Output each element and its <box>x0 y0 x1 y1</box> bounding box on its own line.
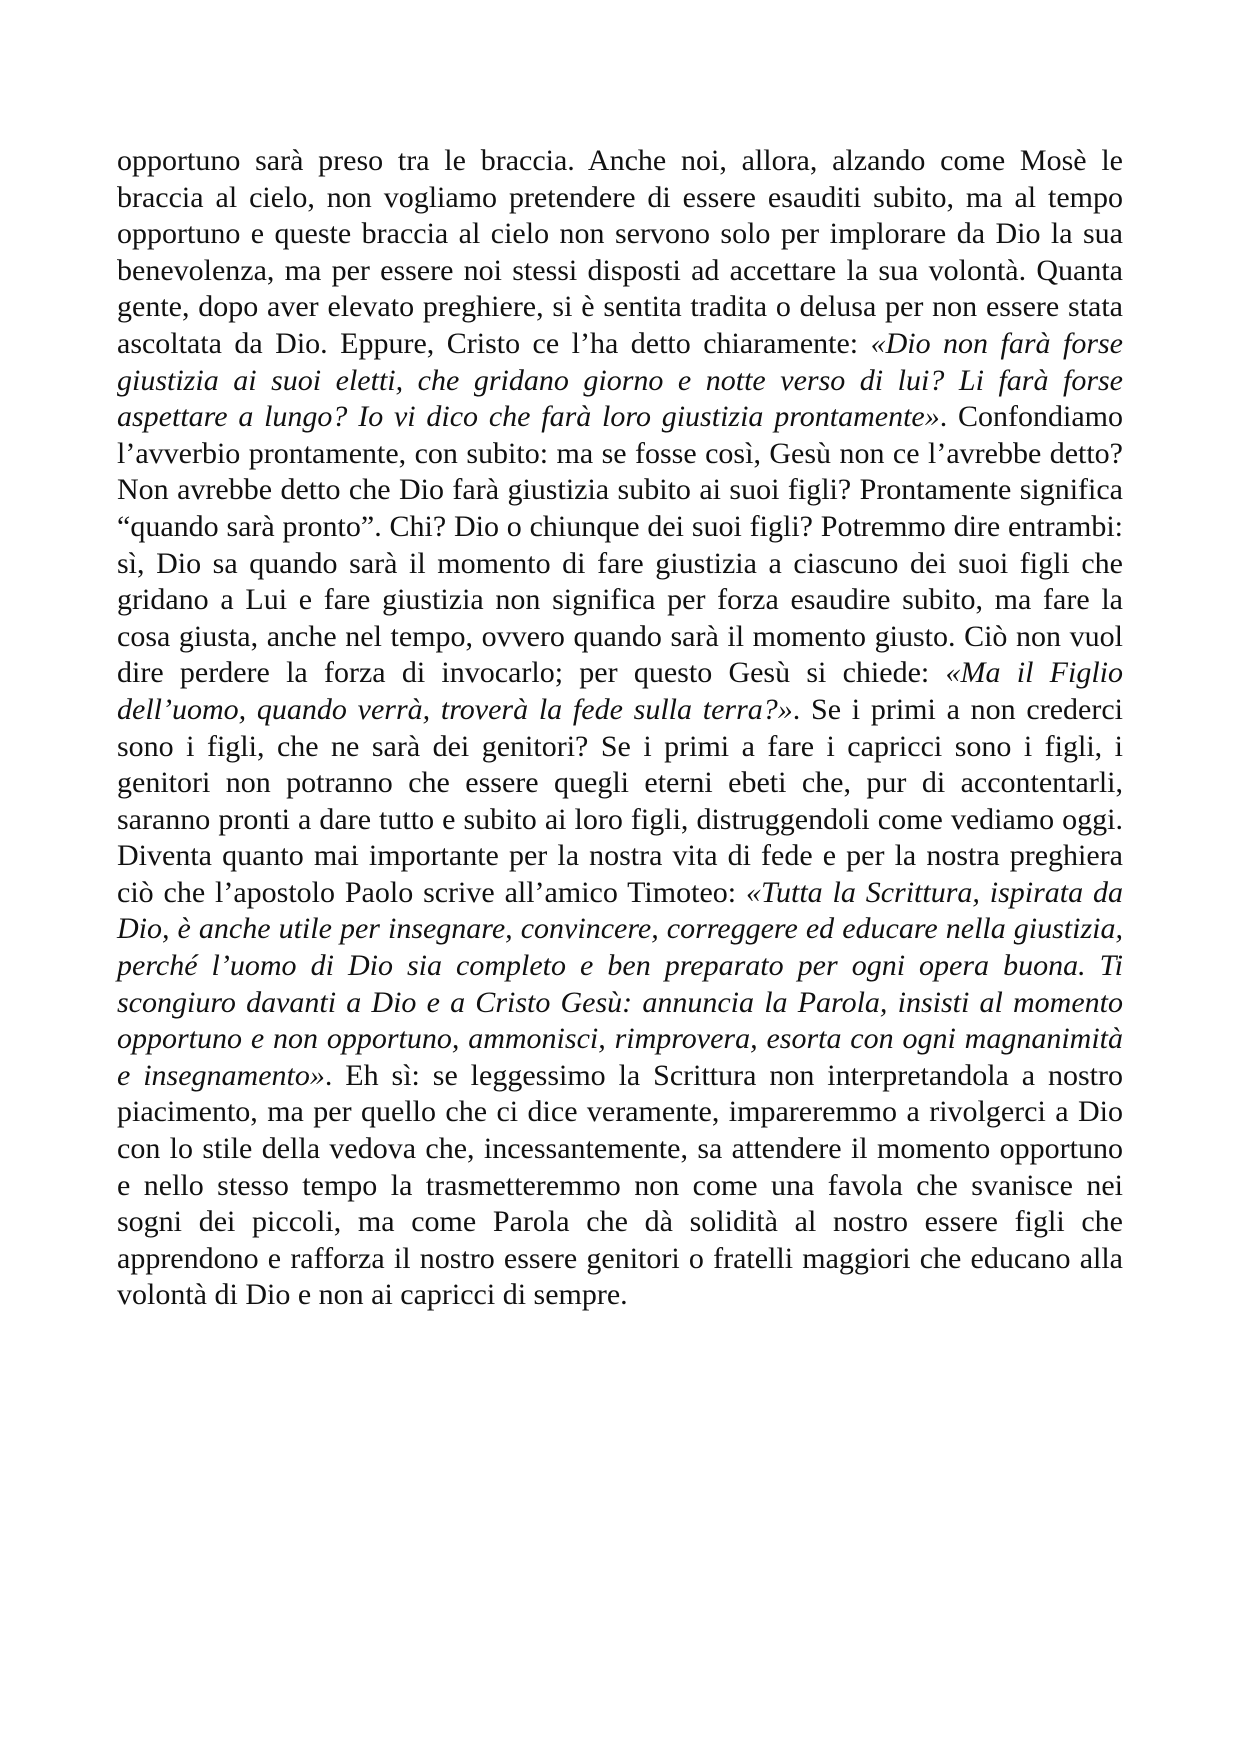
bible-quote: «Ma il Figlio dell’uomo, quando verrà, troverà la fede sulla terra?» <box>117 656 1123 726</box>
paragraph-text: opportuno sarà preso tra le braccia. Anche noi, allora, alzando come Mosè le braccia al cielo, non vogliamo pretendere di essere esauditi subito, ma al tempo opportuno e queste braccia al cielo non servono solo per implorare da Dio la sua benevolenza, ma per essere noi stessi disposti ad accettare la sua volontà. Quanta gente, dopo aver elevato preghiere, si è sentita tradita o delusa per non essere stata ascoltata da Dio. Eppure, Cristo ce l’ha detto chiaramente: <box>117 144 1123 360</box>
document-page <box>117 143 1123 1314</box>
paragraph-text: . Se i primi a non crederci sono i figli, che ne sarà dei genitori? Se i primi a fare i capricci sono i figli, i genitori non potranno che essere quegli eterni ebeti che, pur di accontentarli, saranno pronti a dare tutto e subito ai loro figli, distruggendoli come vediamo oggi. Diventa quanto mai importante per la nostra vita di fede e per la nostra preghiera ciò che l’apostolo Paolo scrive all’amico Timoteo: <box>117 692 1123 909</box>
paragraph-text: . Eh sì: se leggessimo la Scrittura non interpretandola a nostro piacimento, ma per quello che ci dice veramente, impareremmo a rivolgerci a Dio con lo stile della vedova che, incessantemente, sa attendere il momento opportuno e nello stesso tempo la trasmetteremmo non come una favola che svanisce nei sogni dei piccoli, ma come Parola che dà solidità al nostro essere figli che apprendono e rafforza il nostro essere genitori o fratelli maggiori che educano alla volontà di Dio e non ai capricci di sempre. <box>117 1058 1123 1312</box>
body-paragraph <box>117 143 1123 1314</box>
bible-quote: «Dio non farà forse giustizia ai suoi eletti, che gridano giorno e notte verso di lui? Li farà forse aspettare a lungo? Io vi dico che farà loro giustizia prontamente» <box>117 326 1123 434</box>
bible-quote: «Tutta la Scrittura, ispirata da Dio, è anche utile per insegnare, convincere, correggere ed educare nella giustizia, perché l’uomo di Dio sia completo e ben preparato per ogni opera buona. Ti scongiuro davanti a Dio e a Cristo Gesù: annuncia la Parola, insisti al momento opportuno e non opportuno, ammonisci, rimprovera, esorta con ogni magnanimità e insegnamento» <box>117 875 1123 1092</box>
paragraph-text: . Confondiamo l’avverbio prontamente, con subito: ma se fosse così, Gesù non ce l’avrebbe detto? Non avrebbe detto che Dio farà giustizia subito ai suoi figli? Prontamente significa “quando sarà pronto”. Chi? Dio o chiunque dei suoi figli? Potremmo dire entrambi: sì, Dio sa quando sarà il momento di fare giustizia a ciascuno dei suoi figli che gridano a Lui e fare giustizia non significa per forza esaudire subito, ma fare la cosa giusta, anche nel tempo, ovvero quando sarà il momento giusto. Ciò non vuol dire perdere la forza di invocarlo; per questo Gesù si chiede: <box>117 400 1123 690</box>
